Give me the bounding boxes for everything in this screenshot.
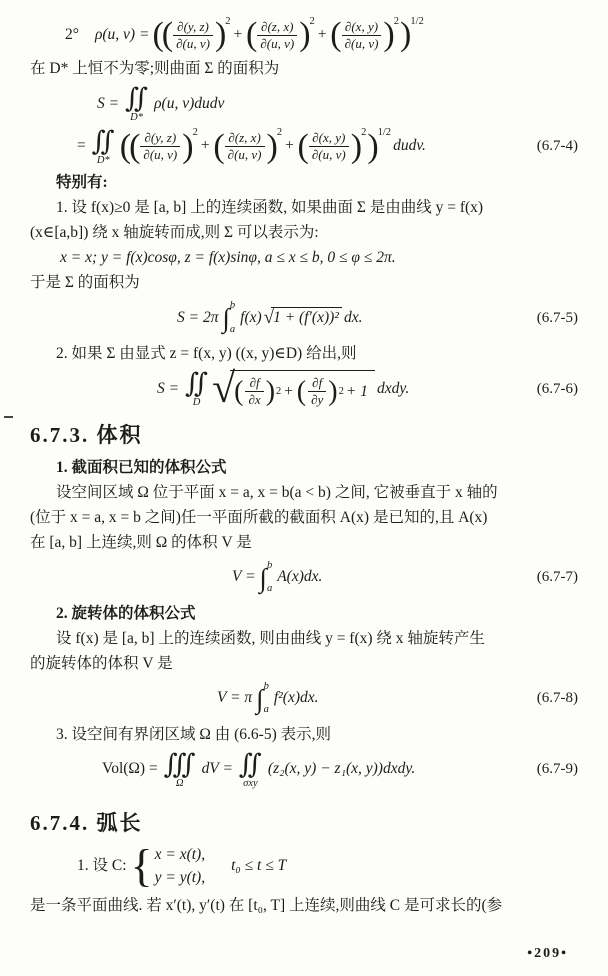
upper-limit: b [229,300,236,312]
paren-open: ( [297,127,307,165]
paragraph-line: 设空间区域 Ω 位于平面 x = a, x = b(a < b) 之间, 它被垂直于 x 轴的 [56,483,498,501]
integral-sign: ∬ [125,82,149,113]
paren-open: ( [213,127,223,165]
text-line-domain: 在 D* 上恒不为零;则曲面 Σ 的面积为 [30,59,280,77]
paren-open: ( [246,16,256,54]
equation-rho [30,16,578,52]
paragraph-line: 是一条平面曲线. 若 x′(t), y′(t) 在 [t₀, T] 上连续,则曲线 C 是可求长的(参 [30,897,503,915]
paragraph-line: 设 f(x) 是 [a, b] 上的连续函数, 则由曲线 y = f(x) 绕 x 轴旋转产生 [56,629,485,647]
square-root [263,306,342,328]
integrand: f(x) [240,308,262,326]
differential: dx. [343,308,363,326]
exponent: 2 [309,16,315,27]
jacobian-fraction [309,130,349,163]
fraction-numerator: ∂(y, z) [177,18,209,34]
paragraph-line: 的旋转体的体积 V 是 [30,654,173,672]
rho-lhs: ρ(u, v) = [94,26,150,43]
s-lhs: S = [97,94,120,112]
vol-lhs: Vol(Ω) = [102,760,158,778]
curve-definition [30,840,578,892]
paren-close: ) [266,127,276,165]
square-root [212,366,375,413]
fraction-denominator: ∂(u, v) [257,35,297,52]
margin-mark [4,416,13,418]
integral-limit: Ω [175,777,184,789]
item-3-line: 3. 设空间有界闭区域 Ω 由 (6.6-5) 表示,则 [56,725,332,743]
fraction-numerator: ∂(z, x) [228,130,261,146]
integral-limit: σxy [243,777,258,789]
integral-limits [230,299,235,337]
equation-body [100,748,417,790]
exponent: 2 [192,127,198,139]
paragraph-line: (x∈[a,b]) 绕 x 轴旋转而成,则 Σ 可以表示为: [30,224,319,242]
jacobian-fraction [342,19,382,52]
integral-sign: ∫ [259,562,267,593]
parametric-cases [155,843,205,889]
integrand: A(x)dx. [277,568,323,586]
lower-limit: a [266,583,273,595]
integral-sign: ∬ [91,125,115,156]
radicand: ( $\frac{\partial f}{\partial x}$ ) 2 + ( $\frac{\partial f}{\partial y}$ ) 2 + 1 [230,370,375,408]
equation-678 [30,680,578,718]
item-tag: 2° [65,26,79,43]
exponent: 2 [276,127,283,139]
plus-sign: + [199,137,211,155]
plus-sign: + [316,26,328,43]
equation-679 [30,748,578,790]
paren-open: ( [330,16,340,54]
fraction-denominator: ∂x [245,391,263,408]
equation-number: (6.7-4) [536,138,578,155]
double-integral [238,748,262,790]
paren-close: ) [214,16,225,54]
equation-body [65,16,424,52]
equation-676 [30,366,578,413]
v-lhs: V = π [217,689,253,707]
exponent: 2 [338,386,344,398]
integral-limit: D* [130,111,144,123]
v-lhs: V = [232,568,256,586]
differential: dxdy. [376,379,410,397]
equation-body [230,559,324,597]
text-line-thus: 于是 Σ 的面积为 [30,274,140,292]
s-lhs: S = 2π [177,308,219,326]
fraction-numerator: ∂f [312,375,323,391]
double-integral [91,125,115,167]
equation-body [75,127,428,166]
item-2-line: 2. 如果 Σ 由显式 z = f(x, y) ((x, y)∈D) 给出,则 [56,345,357,363]
jacobian-fraction [140,130,180,163]
paren-close: ) [383,16,393,54]
radicand: 1 + (f′(x))² [271,307,342,326]
case-y: y = y(t), [154,869,206,887]
equation-number: (6.7-7) [536,569,578,586]
equation-body [175,299,364,337]
paragraph-line: 1. 设 f(x)≥0 是 [a, b] 上的连续函数, 如果曲面 Σ 是由曲线 y = f(x) [56,199,484,217]
paren-close: ) [350,127,361,165]
integral-limit: D* [96,154,110,166]
fraction-denominator: ∂(u, v) [173,35,213,52]
fraction-denominator: ∂(u, v) [309,146,349,163]
fraction-numerator: ∂(x, y) [344,18,379,34]
fraction-denominator: ∂(u, v) [140,146,180,163]
fraction-denominator: ∂y [308,391,326,408]
plus-sign: + [283,382,294,400]
fraction-denominator: ∂(u, v) [342,35,382,52]
double-integral [125,82,149,124]
section-heading-arc-length: 6.7.4. 弧长 [30,811,143,836]
equation-number: (6.7-8) [536,690,578,707]
parameter-range: t₀ ≤ t ≤ T [231,856,287,874]
equation-body [215,680,321,718]
paren-open: (( [152,16,172,54]
partial-fraction [245,375,263,408]
fraction-numerator: ∂(y, z) [144,130,177,146]
jacobian-fraction [173,19,213,52]
parametric-line: x = x; y = f(x)cosφ, z = f(x)sinφ, a ≤ x ≤ b, 0 ≤ φ ≤ 2π. [60,249,396,267]
page-number: •209• [527,946,568,961]
jacobian-fraction [257,19,297,52]
integral-limit: D [192,397,201,409]
upper-limit: b [266,559,273,571]
differential: dudv. [393,137,426,155]
partial-fraction [308,375,326,408]
paragraph-line: 在 [a, b] 上连续,则 Ω 的体积 V 是 [30,533,252,551]
paren-close: ) [400,16,410,54]
curve-label: 1. 设 C: [77,856,127,874]
equation-number: (6.7-6) [536,380,578,397]
equation-677 [30,559,578,597]
integral-limits [267,559,272,597]
equation-number: (6.7-9) [536,761,578,778]
paragraph-line: (位于 x = a, x = b 之间)任一平面所截的截面积 A(x) 是已知的,且 A(x) [30,508,488,526]
integral-sign: ∬ [185,368,209,399]
equation-body [95,82,226,124]
fraction-denominator: ∂(u, v) [225,146,265,163]
text-line-special: 特别有: [56,174,108,192]
exponent: 2 [225,16,231,27]
lower-limit: a [229,323,236,335]
exponent: 2 [361,127,367,139]
s-lhs: S = [157,379,180,397]
equation-body [75,840,287,892]
integral-sign: ∭ [163,748,196,779]
equation-area-1 [30,82,578,124]
equals-sign: = [77,137,86,155]
plus-sign: + [232,26,243,43]
double-integral [185,370,208,409]
upper-limit: b [263,680,269,692]
plus-sign: + [284,137,295,155]
integrand: (z₂(x, y) − z₁(x, y))dxdy. [267,760,416,778]
exponent: 2 [276,386,282,398]
subsection-title: 2. 旋转体的体积公式 [56,604,196,622]
lower-limit: a [263,704,269,716]
equation-674 [30,127,578,166]
integrand: f²(x)dx. [273,689,319,707]
fraction-numerator: ∂(x, y) [312,130,346,146]
fraction-numerator: ∂f [249,375,260,391]
triple-integral [163,748,196,790]
integrand: dV = [201,760,233,778]
jacobian-fraction [225,130,265,163]
section-heading-volume: 6.7.3. 体积 [30,422,143,447]
subsection-title: 1. 截面积已知的体积公式 [56,458,227,476]
equation-body [155,366,411,413]
paren-open: (( [119,127,139,165]
integrand: ρ(u, v)dudv [154,94,225,112]
fraction-numerator: ∂(z, x) [261,18,294,34]
integral-sign: ∫ [222,303,230,334]
exponent: 1/2 [377,127,392,139]
integral-sign: ∬ [238,748,262,779]
radical-sign: √ [263,306,275,328]
paren-close: ) [299,16,309,54]
paren-close: ) [367,127,377,165]
exponent: 1/2 [410,16,424,27]
integral-limits [264,680,269,718]
paren-close: ) [182,127,192,165]
equation-number: (6.7-5) [536,309,578,326]
equation-675 [30,299,578,337]
exponent: 2 [393,16,399,27]
brace-glyph: { [130,840,153,892]
plus-one: + 1 [345,382,368,400]
case-x: x = x(t), [154,846,206,864]
radical-sign: √ [212,366,236,413]
integral-sign: ∫ [256,683,264,714]
